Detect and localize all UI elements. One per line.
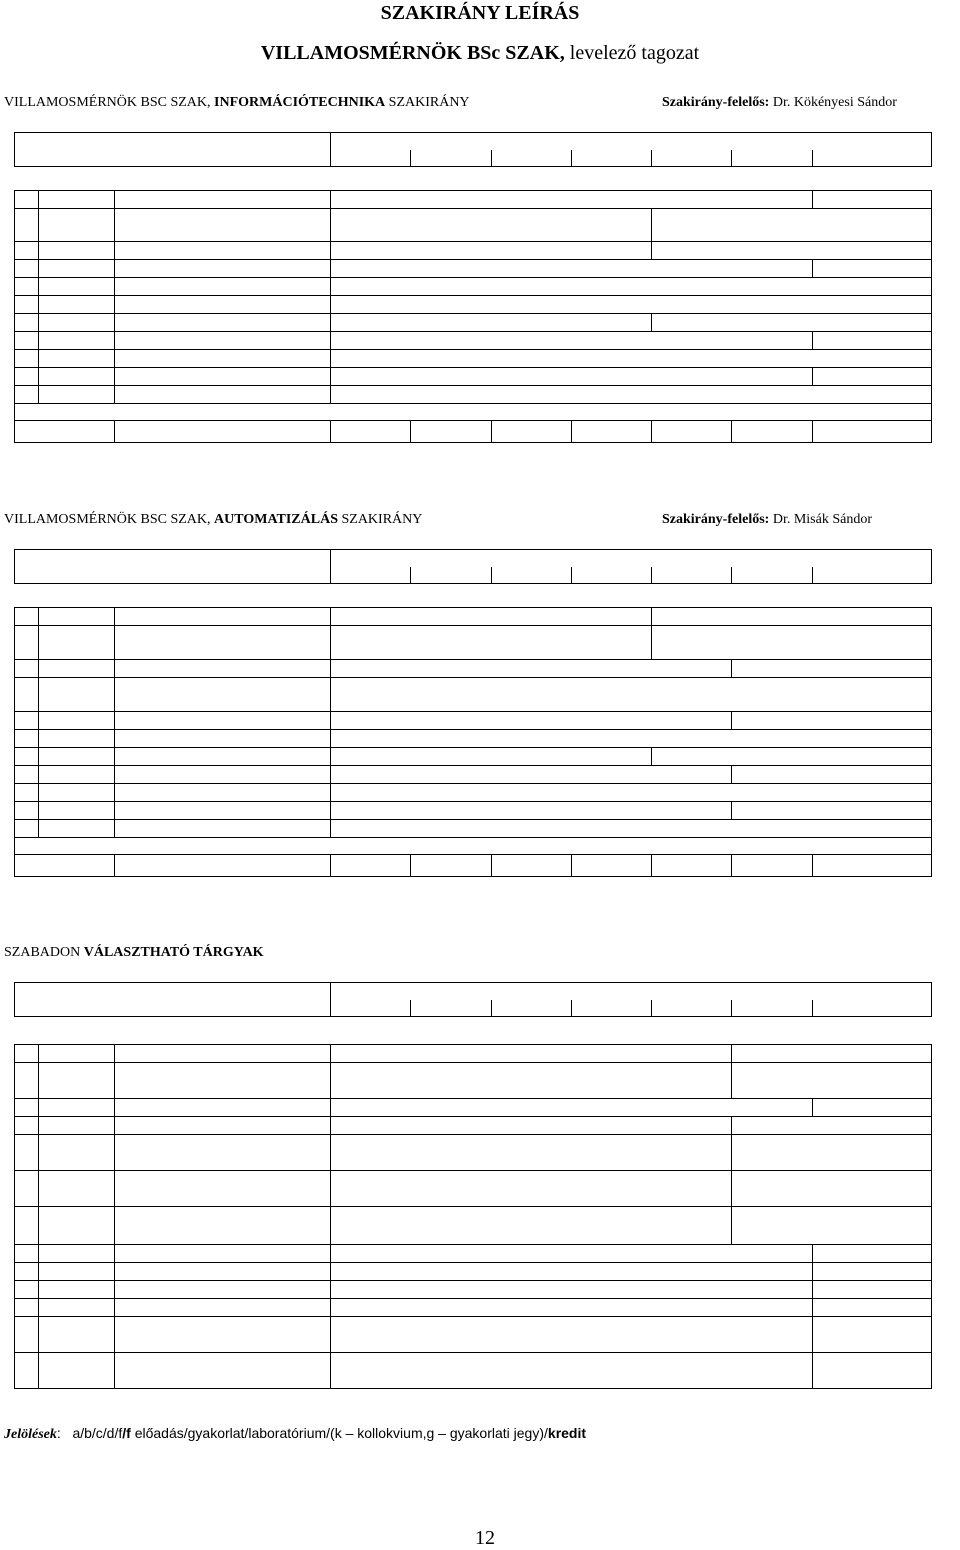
row-value: [652, 1171, 732, 1207]
table-row: [15, 1353, 932, 1389]
row-name: [115, 1135, 331, 1171]
row-code: [39, 730, 115, 748]
row-code: [39, 712, 115, 730]
row-code: [39, 1263, 115, 1281]
col-code-header: [15, 1000, 115, 1017]
total-label: [115, 421, 331, 443]
row-name: [115, 332, 331, 350]
row-code: [39, 1171, 115, 1207]
row-value: [812, 784, 931, 802]
group-title: [15, 584, 932, 608]
row-name: [115, 242, 331, 260]
row-number: [15, 730, 39, 748]
row-value: [732, 368, 812, 386]
table-row: [15, 678, 932, 712]
legend-desc: előadás/gyakorlat/laboratórium/(k – kollokvium,g – gyakorlati jegy)/: [130, 1425, 548, 1441]
row-code: [39, 296, 115, 314]
col-sem-header: [491, 1000, 571, 1017]
row-number: [15, 1063, 39, 1099]
table-row: [15, 332, 932, 350]
subtitle-normal: levelező tagozat: [564, 42, 700, 64]
row-code: [39, 278, 115, 296]
row-value: [652, 766, 732, 784]
spec1-resp-name: Dr. Kökényesi Sándor: [769, 95, 897, 110]
row-name: [115, 748, 331, 766]
col-sem-header: [491, 150, 571, 167]
row-code: [39, 608, 115, 626]
row-value: [652, 1045, 732, 1063]
table-row: [15, 296, 932, 314]
page-number: 12: [475, 1527, 495, 1549]
row-name: [115, 1099, 331, 1117]
col-sem-header: [732, 567, 812, 584]
col-code-header: [15, 150, 115, 167]
row-name: [115, 1245, 331, 1263]
row-number: [15, 748, 39, 766]
col-sem-header: [652, 150, 732, 167]
row-number: [15, 191, 39, 209]
page-subtitle: [0, 42, 960, 65]
spec1-heading-a: VILLAMOSMÉRNÖK BSC SZAK,: [4, 95, 215, 110]
row-code: [39, 1353, 115, 1389]
col-name-header: [115, 1000, 331, 1017]
row-value: [571, 242, 651, 260]
col-name-header: [115, 567, 331, 584]
semester-label: [331, 983, 932, 1000]
table-row: [15, 1245, 932, 1263]
col-sem-header: [652, 1000, 732, 1017]
row-name: [115, 626, 331, 660]
row-number: [15, 766, 39, 784]
row-name: [115, 1281, 331, 1299]
table-row: [15, 1207, 932, 1245]
row-number: [15, 1299, 39, 1317]
col-sem-header: [571, 567, 651, 584]
row-number: [15, 242, 39, 260]
row-value: [732, 260, 812, 278]
table-row: [15, 191, 932, 209]
row-value: [571, 314, 651, 332]
row-number: [15, 1099, 39, 1117]
col-sem-header: [331, 567, 411, 584]
row-code: [39, 314, 115, 332]
row-name: [115, 1171, 331, 1207]
electives-heading: [4, 945, 264, 961]
row-name: [115, 660, 331, 678]
table-row: [15, 1317, 932, 1353]
row-name: [115, 730, 331, 748]
table-row: [15, 626, 932, 660]
table-row: [15, 1117, 932, 1135]
row-value: [732, 1317, 812, 1353]
row-name: [115, 209, 331, 242]
row-code: [39, 820, 115, 838]
row-value: [732, 1353, 812, 1389]
row-name: [115, 191, 331, 209]
col-sem-header: [411, 567, 491, 584]
total-sem5: [652, 421, 732, 443]
row-number: [15, 626, 39, 660]
legend-kredit: kredit: [547, 1425, 587, 1441]
table-row: [15, 1063, 932, 1099]
row-code: [39, 626, 115, 660]
row-code: [39, 802, 115, 820]
table-row: [15, 1099, 932, 1117]
col-sem-header: [571, 1000, 651, 1017]
group-title: [15, 167, 932, 191]
row-number: [15, 296, 39, 314]
total-sem6: [732, 421, 812, 443]
spec2-heading-b: AUTOMATIZÁLÁS: [214, 512, 338, 527]
table-row: [15, 1263, 932, 1281]
table-row: [15, 1299, 932, 1317]
row-value: [732, 1099, 812, 1117]
row-name: [115, 368, 331, 386]
page-title: SZAKIRÁNY LEÍRÁS: [380, 2, 580, 24]
row-number: [15, 1281, 39, 1299]
spec2-resp-name: Dr. Misák Sándor: [769, 512, 872, 527]
row-code: [39, 209, 115, 242]
row-name: [115, 1045, 331, 1063]
row-code: [39, 748, 115, 766]
row-code: [39, 1045, 115, 1063]
row-code: [39, 1299, 115, 1317]
row-name: [115, 296, 331, 314]
table-row: [15, 748, 932, 766]
legend-label: Jelölések: [4, 1427, 57, 1442]
col-sem-header: [331, 1000, 411, 1017]
col-sem-header: [411, 150, 491, 167]
table-row: [15, 209, 932, 242]
row-number: [15, 820, 39, 838]
row-value: [732, 1263, 812, 1281]
row-value: [652, 1135, 732, 1171]
table-row: [15, 260, 932, 278]
row-value: [812, 350, 931, 368]
row-number: [15, 660, 39, 678]
row-value: [571, 608, 651, 626]
table-row: [15, 820, 932, 838]
spec2-table: [14, 549, 932, 877]
row-number: [15, 784, 39, 802]
row-code: [39, 1135, 115, 1171]
row-code: [39, 1063, 115, 1099]
row-number: [15, 1317, 39, 1353]
row-number: [15, 278, 39, 296]
row-value: [812, 678, 931, 712]
table-row: [15, 314, 932, 332]
total-label: [115, 855, 331, 877]
row-code: [39, 191, 115, 209]
row-code: [39, 766, 115, 784]
spec2-heading-a: VILLAMOSMÉRNÖK BSC SZAK,: [4, 512, 215, 527]
spec1-heading-c: SZAKIRÁNY: [385, 95, 470, 110]
row-name: [115, 386, 331, 404]
row-name: [115, 1207, 331, 1245]
row-value: [652, 712, 732, 730]
row-name: [115, 1263, 331, 1281]
row-name: [115, 278, 331, 296]
table-row: [15, 802, 932, 820]
table-row: [15, 608, 932, 626]
row-value: [652, 1063, 732, 1099]
legend-colon: :: [56, 1425, 61, 1441]
row-name: [115, 1317, 331, 1353]
row-value: [732, 1245, 812, 1263]
row-code: [39, 678, 115, 712]
group-title: [15, 1017, 932, 1045]
row-number: [15, 1171, 39, 1207]
row-name: [115, 678, 331, 712]
row-code: [39, 1117, 115, 1135]
col-sem-header: [812, 567, 931, 584]
row-code: [39, 1099, 115, 1117]
table-row: [15, 1171, 932, 1207]
row-value: [732, 191, 812, 209]
col-sem-header: [812, 1000, 931, 1017]
spec2-heading-c: SZAKIRÁNY: [337, 512, 423, 527]
table-row: [15, 1045, 932, 1063]
table-row: [15, 784, 932, 802]
row-value: [812, 820, 931, 838]
row-number: [15, 314, 39, 332]
row-number: [15, 332, 39, 350]
row-value: [812, 730, 931, 748]
col-sem-header: [732, 1000, 812, 1017]
row-name: [115, 350, 331, 368]
col-code-header: [15, 567, 115, 584]
row-code: [39, 1207, 115, 1245]
row-name: [115, 1299, 331, 1317]
row-name: [115, 712, 331, 730]
row-number: [15, 1245, 39, 1263]
row-code: [39, 1317, 115, 1353]
row-code: [39, 260, 115, 278]
spec1-resp-label: Szakirány-felelős:: [662, 95, 770, 110]
table-row: [15, 730, 932, 748]
row-value: [732, 1281, 812, 1299]
total-sem7: [812, 855, 931, 877]
spec1-responsible: [662, 95, 897, 111]
row-code: [39, 350, 115, 368]
table-row: [15, 766, 932, 784]
row-value: [652, 660, 732, 678]
row-code: [39, 386, 115, 404]
col-sem-header: [491, 567, 571, 584]
row-name: [115, 1353, 331, 1389]
row-name: [115, 802, 331, 820]
row-value: [732, 332, 812, 350]
row-name: [115, 820, 331, 838]
row-name: [115, 608, 331, 626]
legend: Jelölések: a/b/c/d/f/f előadás/gyakorlat/laboratórium/(k – kollokvium,g – gyakorlati jegy)/kredit: [4, 1425, 587, 1442]
row-number: [15, 1135, 39, 1171]
table-row: [15, 660, 932, 678]
legend-code: a/b/c/d/f: [72, 1425, 123, 1441]
total-sem6: [732, 855, 812, 877]
spec1-table: [14, 132, 932, 443]
col-sem-header: [732, 150, 812, 167]
row-code: [39, 242, 115, 260]
row-code: [39, 332, 115, 350]
table-row: [15, 278, 932, 296]
row-value: [652, 1117, 732, 1135]
total-sem5: [652, 855, 732, 877]
row-number: [15, 386, 39, 404]
spec2-heading: [4, 512, 422, 528]
row-number: [15, 1353, 39, 1389]
table-row: [15, 350, 932, 368]
row-name: [115, 1117, 331, 1135]
row-value: [812, 296, 931, 314]
col-sem-header: [812, 150, 931, 167]
electives-table: [14, 982, 932, 1389]
row-code: [39, 368, 115, 386]
total-sem7: [812, 421, 931, 443]
row-number: [15, 350, 39, 368]
table-row: [15, 1135, 932, 1171]
row-code: [39, 784, 115, 802]
row-number: [15, 1207, 39, 1245]
col-sem-header: [571, 150, 651, 167]
row-name: [115, 314, 331, 332]
row-value: [812, 386, 931, 404]
col-sem-header: [652, 567, 732, 584]
row-value: [571, 748, 651, 766]
row-value: [732, 1299, 812, 1317]
spec2-responsible: [662, 512, 872, 528]
row-number: [15, 712, 39, 730]
row-value: [812, 278, 931, 296]
col-sem-header: [331, 150, 411, 167]
row-value: [571, 626, 651, 660]
col-name-header: [115, 150, 331, 167]
table-row: [15, 242, 932, 260]
electives-heading-b: VÁLASZTHATÓ TÁRGYAK: [83, 945, 264, 960]
spec2-resp-label: Szakirány-felelős:: [662, 512, 770, 527]
spec1-heading: [4, 95, 470, 111]
row-value: [652, 802, 732, 820]
subtitle-bold: VILLAMOSMÉRNÖK BSc SZAK,: [260, 42, 565, 64]
row-code: [39, 1281, 115, 1299]
col-sem-header: [411, 1000, 491, 1017]
table-row: [15, 1281, 932, 1299]
row-name: [115, 260, 331, 278]
table-row: [15, 386, 932, 404]
row-number: [15, 368, 39, 386]
row-number: [15, 802, 39, 820]
row-code: [39, 660, 115, 678]
row-name: [115, 766, 331, 784]
row-value: [571, 209, 651, 242]
row-name: [115, 1063, 331, 1099]
row-number: [15, 1263, 39, 1281]
row-name: [115, 784, 331, 802]
spec1-heading-b: INFORMÁCIÓTECHNIKA: [214, 95, 386, 110]
row-number: [15, 1045, 39, 1063]
row-value: [652, 1207, 732, 1245]
electives-heading-a: SZABADON: [4, 945, 84, 960]
row-code: [39, 1245, 115, 1263]
row-number: [15, 209, 39, 242]
semester-label: [331, 133, 932, 150]
table-row: [15, 712, 932, 730]
table-row: [15, 368, 932, 386]
row-number: [15, 608, 39, 626]
row-number: [15, 678, 39, 712]
row-number: [15, 1117, 39, 1135]
row-number: [15, 260, 39, 278]
semester-label: [331, 550, 932, 567]
